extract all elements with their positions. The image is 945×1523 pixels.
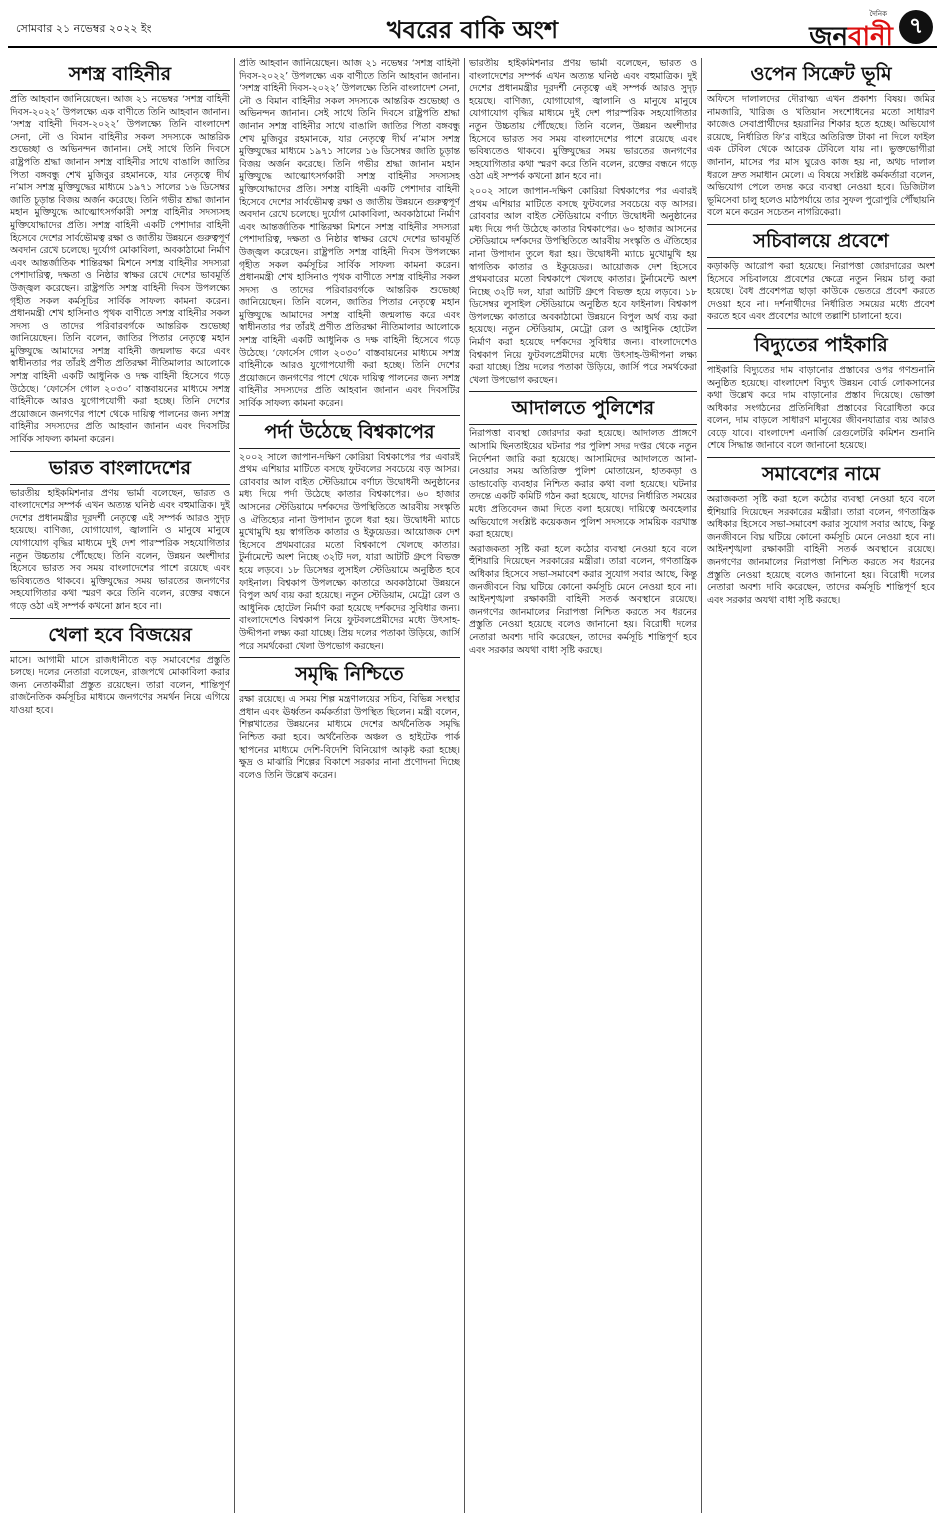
- article-continuation-text: ভারতীয় হাইকমিশনার প্রণয় ভার্মা বলেছেন, ভারত ও বাংলাদেশের সম্পর্ক এখন অত্যন্ত ঘনিষ্ঠ এবং বহুমাত্রিক। দুই দেশের প্রধানমন্ত্রীর দূরদর্শী নেতৃত্বে এই সম্পর্ক আরও সুদৃঢ় হয়েছে। বাণিজ্য, যোগাযোগ, জ্বালানি ও মানুষে মানুষে যোগাযোগ বৃদ্ধির মাধ্যমে দুই দেশ পারস্পরিক সহযোগিতার নতুন উচ্চতায় পৌঁছেছে। তিনি বলেন, উন্নয়ন অংশীদার হিসেবে ভারত সব সময় বাংলাদেশের পাশে রয়েছে এবং ভবিষ্যতেও থাকবে। মুক্তিযুদ্ধের সময় ভারতের জনগণের সহযোগিতার কথা স্মরণ করে তিনি বলেন, রক্তের বন্ধনে গড়ে ওঠা এই সম্পর্ক কখনো ম্লান হবে না।: [469, 58, 697, 183]
- headline-khela-hobe: খেলা হবে বিজয়ের: [10, 618, 230, 652]
- article-continuation-text: ২০০২ সালে জাপান-দক্ষিণ কোরিয়া বিশ্বকাপের পর এবারই প্রথম এশিয়ার মাটিতে বসছে ফুটবলের সবচেয়ে বড় আসর। রোববার আল বাইত স্টেডিয়ামে বর্ণাঢ্য উদ্বোধনী অনুষ্ঠানের মধ্য দিয়ে পর্দা উঠেছে কাতার বিশ্বকাপের। ৬০ হাজার আসনের স্টেডিয়ামে দর্শকদের উপস্থিতিতে আরবীয় সংস্কৃতি ও ঐতিহ্যের নানা উপাদান তুলে ধরা হয়। উদ্বোধনী ম্যাচে মুখোমুখি হয় স্বাগতিক কাতার ও ইকুয়েডর। আয়োজক দেশ হিসেবে প্রথমবারের মতো বিশ্বকাপে খেলছে কাতার। টুর্নামেন্টে অংশ নিচ্ছে ৩২টি দল, যারা আটটি গ্রুপে বিভক্ত হয়ে লড়বে। ১৮ ডিসেম্বর লুসাইল স্টেডিয়ামে অনুষ্ঠিত হবে ফাইনাল। বিশ্বকাপ উপলক্ষ্যে কাতারে অবকাঠামো উন্নয়নে বিপুল অর্থ ব্যয় করা হয়েছে। নতুন স্টেডিয়াম, মেট্রো রেল ও আধুনিক হোটেল নির্মাণ করা হয়েছে দর্শকদের সুবিধার জন্য। বাংলাদেশেও বিশ্বকাপ নিয়ে ফুটবলপ্রেমীদের মধ্যে উৎসাহ-উদ্দীপনা লক্ষ্য করা যাচ্ছে। প্রিয় দলের পতাকা উড়িয়ে, জার্সি পরে সমর্থকেরা খেলা উপভোগ করছেন।: [469, 185, 697, 386]
- article-body-secretariat: কড়াকড়ি আরোপ করা হয়েছে। নিরাপত্তা জোরদারের অংশ হিসেবে সচিবালয়ে প্রবেশের ক্ষেত্রে নতুন নিয়ম চালু করা হয়েছে। বৈধ প্রবেশপত্র ছাড়া কাউকে ভেতরে প্রবেশ করতে দেওয়া হবে না। দর্শনার্থীদের নির্ধারিত সময়ের মধ্যে প্রবেশ করতে হবে এবং প্রবেশের আগে তল্লাশি চালানো হবে।: [707, 260, 935, 323]
- logo-part-1: জন: [809, 22, 849, 52]
- headline-prosperity: সমৃদ্ধি নিশ্চিতে: [239, 657, 460, 691]
- issue-date: সোমবার ২১ নভেম্বর ২০২২ ইং: [16, 22, 152, 35]
- masthead: [8, 6, 937, 52]
- headline-open-secret: ওপেন সিক্রেট ভূমি: [707, 58, 935, 91]
- headline-armed-forces: সশস্ত্র বাহিনীর: [10, 58, 230, 91]
- article-body-prosperity: রক্ষা রয়েছে। এ সময় শিল্প মন্ত্রণালয়ের সচিব, বিভিন্ন সংস্থার প্রধান এবং ঊর্ধ্বতন কর্মকর্তারা উপস্থিত ছিলেন। মন্ত্রী বলেন, শিল্পখাতের উন্নয়নের মাধ্যমে দেশের অর্থনৈতিক সমৃদ্ধি নিশ্চিত করা হবে। অর্থনৈতিক অঞ্চল ও হাইটেক পার্ক স্থাপনের মাধ্যমে দেশি-বিদেশি বিনিয়োগ আকৃষ্ট করা হচ্ছে। ক্ষুদ্র ও মাঝারি শিল্পের বিকাশে সরকার নানা প্রণোদনা দিচ্ছে বলেও তিনি উল্লেখ করেন।: [239, 694, 460, 781]
- article-continuation-text: প্রতি আহবান জানিয়েছেন। আজ ২১ নভেম্বর ‘সশস্ত্র বাহিনী দিবস-২০২২’ উপলক্ষ্যে এক বাণীতে তিনি আহবান জানান। ‘সশস্ত্র বাহিনী দিবস-২০২২’ উপলক্ষ্যে তিনি বাংলাদেশ সেনা, নৌ ও বিমান বাহিনীর সকল সদস্যকে আন্তরিক শুভেচ্ছা ও অভিনন্দন জানান। সেই সাথে তিনি দিবসে রাষ্ট্রপতি শ্রদ্ধা জানান সশস্ত্র বাহিনীর সাথে বাঙালি জাতির পিতা বঙ্গবন্ধু শেখ মুজিবুর রহমানকে, যার নেতৃত্বে দীর্ঘ ন’মাস সশস্ত্র মুক্তিযুদ্ধের মাধ্যমে ১৯৭১ সালের ১৬ ডিসেম্বর জাতি চূড়ান্ত বিজয় অর্জন করেছে। তিনি গভীর শ্রদ্ধা জানান মহান মুক্তিযুদ্ধে আত্মোৎসর্গকারী সশস্ত্র বাহিনীর সদস্যসহ মুক্তিযোদ্ধাদের প্রতি। সশস্ত্র বাহিনী একটি পেশাদার বাহিনী হিসেবে দেশের সার্বভৌমত্ব রক্ষা ও জাতীয় উন্নয়নে গুরুত্বপূর্ণ অবদান রেখে চলেছে। দুর্যোগ মোকাবিলা, অবকাঠামো নির্মাণ এবং আন্তর্জাতিক শান্তিরক্ষা মিশনে সশস্ত্র বাহিনীর সদস্যরা পেশাদারিত্ব, দক্ষতা ও নিষ্ঠার স্বাক্ষর রেখে দেশের ভাবমূর্তি উজ্জ্বল করেছেন। রাষ্ট্রপতি সশস্ত্র বাহিনী দিবস উপলক্ষ্যে গৃহীত সকল কর্মসূচির সার্বিক সাফল্য কামনা করেন। প্রধানমন্ত্রী শেখ হাসিনাও পৃথক বাণীতে সশস্ত্র বাহিনীর সকল সদস্য ও তাদের পরিবারবর্গকে আন্তরিক শুভেচ্ছা জানিয়েছেন। তিনি বলেন, জাতির পিতার নেতৃত্বে মহান মুক্তিযুদ্ধে আমাদের সশস্ত্র বাহিনী জন্মলাভ করে এবং স্বাধীনতার পর তাঁরই প্রণীত প্রতিরক্ষা নীতিমালার আলোকে সশস্ত্র বাহিনী একটি আধুনিক ও দক্ষ বাহিনী হিসেবে গড়ে উঠেছে। ‘ফোর্সেস গোল ২০৩০’ বাস্তবায়নের মাধ্যমে সশস্ত্র বাহিনীকে আরও যুগোপযোগী করা হচ্ছে। তিনি দেশের প্রয়োজনে জনগণের পাশে থেকে দায়িত্ব পালনের জন্য সশস্ত্র বাহিনীর সদস্যদের প্রতি আহবান জানান এবং দিবসটির সার্বিক সাফল্য কামনা করেন।: [239, 58, 460, 410]
- headline-world-cup: পর্দা উঠেছে বিশ্বকাপের: [239, 415, 460, 449]
- article-body-khela-hobe: মাসে। আগামী মাসে রাজধানীতে বড় সমাবেশের প্রস্তুতি চলছে। দলের নেতারা বলেছেন, রাজপথে মোকাবিলা করার জন্য নেতাকর্মীরা প্রস্তুত রয়েছেন। তারা বলেন, শান্তিপূর্ণ রাজনৈতিক কর্মসূচির মাধ্যমে জনগণের সমর্থন নিয়ে এগিয়ে যাওয়া হবে।: [10, 654, 230, 716]
- headline-rally-name: সমাবেশের নামে: [707, 457, 935, 491]
- newspaper-logo: [809, 8, 893, 60]
- article-body-india-bangladesh: ভারতীয় হাইকমিশনার প্রণয় ভার্মা বলেছেন, ভারত ও বাংলাদেশের সম্পর্ক এখন অত্যন্ত ঘনিষ্ঠ এবং বহুমাত্রিক। দুই দেশের প্রধানমন্ত্রীর দূরদর্শী নেতৃত্বে এই সম্পর্ক আরও সুদৃঢ় হয়েছে। বাণিজ্য, যোগাযোগ, জ্বালানি ও মানুষে মানুষে যোগাযোগ বৃদ্ধির মাধ্যমে দুই দেশ পারস্পরিক সহযোগিতার নতুন উচ্চতায় পৌঁছেছে। তিনি বলেন, উন্নয়ন অংশীদার হিসেবে ভারত সব সময় বাংলাদেশের পাশে রয়েছে এবং ভবিষ্যতেও থাকবে। মুক্তিযুদ্ধের সময় ভারতের জনগণের সহযোগিতার কথা স্মরণ করে তিনি বলেন, রক্তের বন্ধনে গড়ে ওঠা এই সম্পর্ক কখনো ম্লান হবে না।: [10, 487, 230, 612]
- headline-electricity: বিদ্যুতের পাইকারি: [707, 328, 935, 362]
- article-body-rally-name: অরাজকতা সৃষ্টি করা হলে কঠোর ব্যবস্থা নেওয়া হবে বলে হুঁশিয়ারি দিয়েছেন সরকারের মন্ত্রীরা। তারা বলেন, গণতান্ত্রিক অধিকার হিসেবে সভা-সমাবেশ করার সুযোগ সবার আছে, কিন্তু জনজীবনে বিঘ্ন ঘটিয়ে কোনো কর্মসূচি মেনে নেওয়া হবে না। আইনশৃঙ্খলা রক্ষাকারী বাহিনী সতর্ক অবস্থানে রয়েছে। জনগণের জানমালের নিরাপত্তা নিশ্চিত করতে সব ধরনের প্রস্তুতি নেওয়া হয়েছে বলেও জানানো হয়। বিরোধী দলের নেতারা অবশ্য দাবি করেছেন, তাদের কর্মসূচি শান্তিপূর্ণ হবে এবং সরকার অযথা বাধা সৃষ্টি করছে।: [707, 494, 935, 606]
- article-continuation-text: অরাজকতা সৃষ্টি করা হলে কঠোর ব্যবস্থা নেওয়া হবে বলে হুঁশিয়ারি দিয়েছেন সরকারের মন্ত্রীরা। তারা বলেন, গণতান্ত্রিক অধিকার হিসেবে সভা-সমাবেশ করার সুযোগ সবার আছে, কিন্তু জনজীবনে বিঘ্ন ঘটিয়ে কোনো কর্মসূচি মেনে নেওয়া হবে না। আইনশৃঙ্খলা রক্ষাকারী বাহিনী সতর্ক অবস্থানে রয়েছে। জনগণের জানমালের নিরাপত্তা নিশ্চিত করতে সব ধরনের প্রস্তুতি নেওয়া হয়েছে বলেও জানানো হয়। বিরোধী দলের নেতারা অবশ্য দাবি করেছেন, তাদের কর্মসূচি শান্তিপূর্ণ হবে এবং সরকার অযথা বাধা সৃষ্টি করছে।: [469, 543, 697, 656]
- column-1: [10, 58, 230, 1513]
- column-divider: [464, 58, 465, 1513]
- article-body-electricity: পাইকারি বিদ্যুতের দাম বাড়ানোর প্রস্তাবের ওপর গণশুনানি অনুষ্ঠিত হয়েছে। বাংলাদেশ বিদ্যুৎ উন্নয়ন বোর্ড লোকসানের কথা উল্লেখ করে দাম বাড়ানোর প্রস্তাব দিয়েছে। ভোক্তা অধিকার সংগঠনের প্রতিনিধিরা প্রস্তাবের বিরোধিতা করে বলেন, দাম বাড়লে সাধারণ মানুষের জীবনযাত্রার ব্যয় আরও বেড়ে যাবে। বাংলাদেশ এনার্জি রেগুলেটরি কমিশন শুনানি শেষে সিদ্ধান্ত জানাবে বলে জানানো হয়েছে।: [707, 364, 935, 452]
- article-body-open-secret: অফিসে দালালদের দৌরাত্ম্য এখন প্রকাশ্য বিষয়। জমির নামজারি, খারিজ ও খতিয়ান সংশোধনের মতো সাধারণ কাজেও সেবাপ্রার্থীদের হয়রানির শিকার হতে হচ্ছে। অভিযোগ রয়েছে, নির্ধারিত ফি’র বাইরে অতিরিক্ত টাকা না দিলে ফাইল এক টেবিল থেকে আরেক টেবিলে যায় না। ভুক্তভোগীরা জানান, মাসের পর মাস ঘুরেও কাজ হয় না, অথচ দালাল ধরলে দ্রুত সমাধান মেলে। এ বিষয়ে সংশ্লিষ্ট কর্মকর্তারা বলেন, অভিযোগ পেলে তদন্ত করে ব্যবস্থা নেওয়া হবে। ডিজিটাল ভূমিসেবা চালু হলেও মাঠপর্যায়ে তার সুফল পুরোপুরি পৌঁছায়নি বলে মনে করেন সচেতন নাগরিকেরা।: [707, 94, 935, 219]
- column-4: [707, 58, 935, 1513]
- column-divider: [701, 58, 702, 1513]
- headline-secretariat: সচিবালয়ে প্রবেশে: [707, 224, 935, 258]
- column-3: [469, 58, 697, 1513]
- column-2: [239, 58, 460, 1513]
- article-body-armed-forces: প্রতি আহবান জানিয়েছেন। আজ ২১ নভেম্বর ‘সশস্ত্র বাহিনী দিবস-২০২২’ উপলক্ষ্যে এক বাণীতে তিনি আহবান জানান। ‘সশস্ত্র বাহিনী দিবস-২০২২’ উপলক্ষ্যে তিনি বাংলাদেশ সেনা, নৌ ও বিমান বাহিনীর সকল সদস্যকে আন্তরিক শুভেচ্ছা ও অভিনন্দন জানান। সেই সাথে তিনি দিবসে রাষ্ট্রপতি শ্রদ্ধা জানান সশস্ত্র বাহিনীর সাথে বাঙালি জাতির পিতা বঙ্গবন্ধু শেখ মুজিবুর রহমানকে, যার নেতৃত্বে দীর্ঘ ন’মাস সশস্ত্র মুক্তিযুদ্ধের মাধ্যমে ১৯৭১ সালের ১৬ ডিসেম্বর জাতি চূড়ান্ত বিজয় অর্জন করেছে। তিনি গভীর শ্রদ্ধা জানান মহান মুক্তিযুদ্ধে আত্মোৎসর্গকারী সশস্ত্র বাহিনীর সদস্যসহ মুক্তিযোদ্ধাদের প্রতি। সশস্ত্র বাহিনী একটি পেশাদার বাহিনী হিসেবে দেশের সার্বভৌমত্ব রক্ষা ও জাতীয় উন্নয়নে গুরুত্বপূর্ণ অবদান রেখে চলেছে। দুর্যোগ মোকাবিলা, অবকাঠামো নির্মাণ এবং আন্তর্জাতিক শান্তিরক্ষা মিশনে সশস্ত্র বাহিনীর সদস্যরা পেশাদারিত্ব, দক্ষতা ও নিষ্ঠার স্বাক্ষর রেখে দেশের ভাবমূর্তি উজ্জ্বল করেছেন। রাষ্ট্রপতি সশস্ত্র বাহিনী দিবস উপলক্ষ্যে গৃহীত সকল কর্মসূচির সার্বিক সাফল্য কামনা করেন। প্রধানমন্ত্রী শেখ হাসিনাও পৃথক বাণীতে সশস্ত্র বাহিনীর সকল সদস্য ও তাদের পরিবারবর্গকে আন্তরিক শুভেচ্ছা জানিয়েছেন। তিনি বলেন, জাতির পিতার নেতৃত্বে মহান মুক্তিযুদ্ধে আমাদের সশস্ত্র বাহিনী জন্মলাভ করে এবং স্বাধীনতার পর তাঁরই প্রণীত প্রতিরক্ষা নীতিমালার আলোকে সশস্ত্র বাহিনী একটি আধুনিক ও দক্ষ বাহিনী হিসেবে গড়ে উঠেছে। ‘ফোর্সেস গোল ২০৩০’ বাস্তবায়নের মাধ্যমে সশস্ত্র বাহিনীকে আরও যুগোপযোগী করা হচ্ছে। তিনি দেশের প্রয়োজনে জনগণের পাশে থেকে দায়িত্ব পালনের জন্য সশস্ত্র বাহিনীর সদস্যদের প্রতি আহবান জানান এবং দিবসটির সার্বিক সাফল্য কামনা করেন।: [10, 94, 230, 446]
- logo-part-2: বানী: [848, 22, 893, 52]
- headline-court-police: আদালতে পুলিশের: [469, 391, 697, 425]
- logo-tagline: দৈনিক: [869, 10, 887, 18]
- article-body-court-police: নিরাপত্তা ব্যবস্থা জোরদার করা হয়েছে। আদালত প্রাঙ্গণে আসামি ছিনতাইয়ের ঘটনার পর পুলিশ সদর দপ্তর থেকে নতুন নির্দেশনা জারি করা হয়েছে। আসামিদের আদালতে আনা-নেওয়ার সময় অতিরিক্ত পুলিশ মোতায়েন, হাতকড়া ও ডান্ডাবেড়ি ব্যবহার নিশ্চিত করার কথা বলা হয়েছে। ঘটনার তদন্তে একটি কমিটি গঠন করা হয়েছে, যাদের নির্ধারিত সময়ের মধ্যে প্রতিবেদন জমা দিতে বলা হয়েছে। দায়িত্বে অবহেলার অভিযোগে সংশ্লিষ্ট কয়েকজন পুলিশ সদস্যকে সাময়িক বরখাস্ত করা হয়েছে।: [469, 428, 697, 541]
- column-divider: [234, 58, 235, 1513]
- page-number-badge: ৭: [899, 10, 933, 44]
- section-title: খবরের বাকি অংশ: [386, 16, 559, 44]
- article-body-world-cup: ২০০২ সালে জাপান-দক্ষিণ কোরিয়া বিশ্বকাপের পর এবারই প্রথম এশিয়ার মাটিতে বসছে ফুটবলের সবচেয়ে বড় আসর। রোববার আল বাইত স্টেডিয়ামে বর্ণাঢ্য উদ্বোধনী অনুষ্ঠানের মধ্য দিয়ে পর্দা উঠেছে কাতার বিশ্বকাপের। ৬০ হাজার আসনের স্টেডিয়ামে দর্শকদের উপস্থিতিতে আরবীয় সংস্কৃতি ও ঐতিহ্যের নানা উপাদান তুলে ধরা হয়। উদ্বোধনী ম্যাচে মুখোমুখি হয় স্বাগতিক কাতার ও ইকুয়েডর। আয়োজক দেশ হিসেবে প্রথমবারের মতো বিশ্বকাপে খেলছে কাতার। টুর্নামেন্টে অংশ নিচ্ছে ৩২টি দল, যারা আটটি গ্রুপে বিভক্ত হয়ে লড়বে। ১৮ ডিসেম্বর লুসাইল স্টেডিয়ামে অনুষ্ঠিত হবে ফাইনাল। বিশ্বকাপ উপলক্ষ্যে কাতারে অবকাঠামো উন্নয়নে বিপুল অর্থ ব্যয় করা হয়েছে। নতুন স্টেডিয়াম, মেট্রো রেল ও আধুনিক হোটেল নির্মাণ করা হয়েছে দর্শকদের সুবিধার জন্য। বাংলাদেশেও বিশ্বকাপ নিয়ে ফুটবলপ্রেমীদের মধ্যে উৎসাহ-উদ্দীপনা লক্ষ্য করা যাচ্ছে। প্রিয় দলের পতাকা উড়িয়ে, জার্সি পরে সমর্থকেরা খেলা উপভোগ করছেন।: [239, 451, 460, 652]
- headline-india-bangladesh: ভারত বাংলাদেশের: [10, 451, 230, 485]
